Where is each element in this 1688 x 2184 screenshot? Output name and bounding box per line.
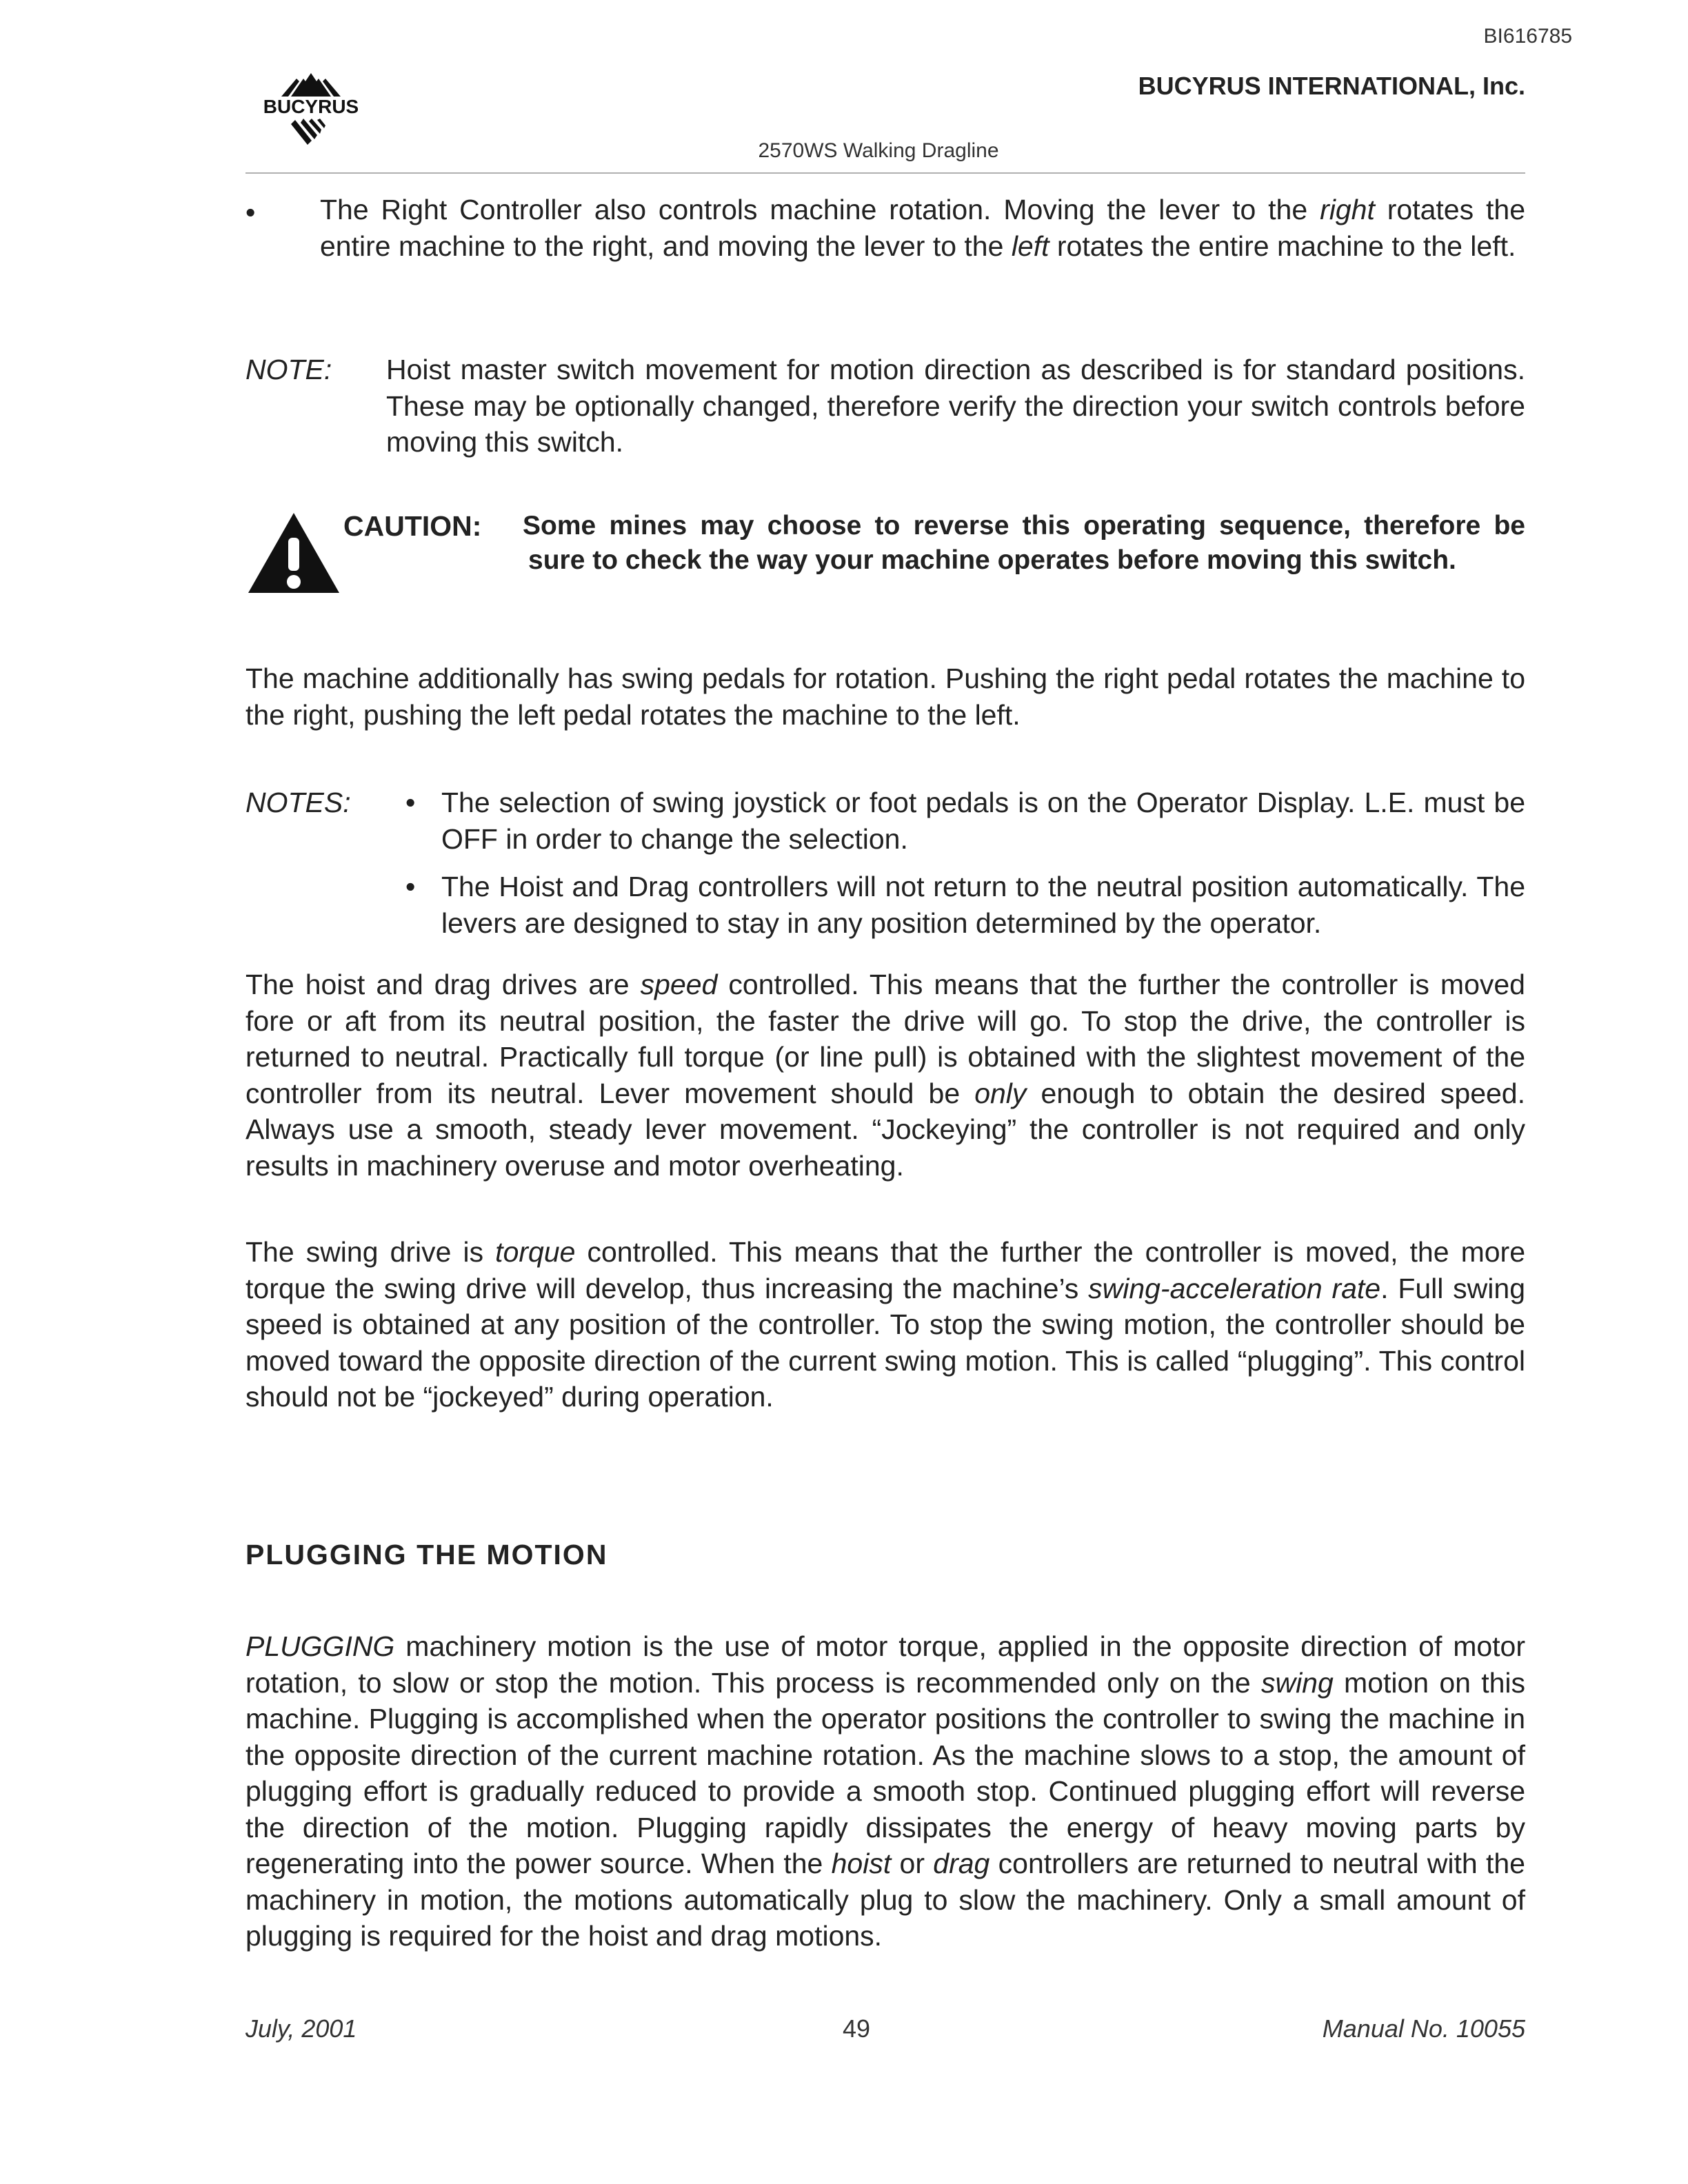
note-label: NOTE: xyxy=(245,354,332,385)
caution-text: Some mines may choose to reverse this operating sequence, therefore be sure to check the way your machine operates before moving this switch. xyxy=(523,511,1525,575)
page-number: 49 xyxy=(843,2014,871,2043)
swing-drive-paragraph: The swing drive is torque controlled. This means that the further the controller is moved, the more torque the swing drive will develop, thus increasing the machine’s swing-acceleration rate. Full swing speed is obtained at any position of the controller. To stop the swing motion, the controller should be moved toward the opposite direction of the current swing motion. This is called “plugging”. This control should not be “jockeyed” during operation. xyxy=(245,1236,1526,1413)
bullet-marker: • xyxy=(245,196,256,228)
header-divider xyxy=(245,172,1525,174)
notes-item: The selection of swing joystick or foot pedals is on the Operator Display. L.E. must be OFF in order to change the selection. xyxy=(441,787,1525,855)
document-subtitle: 2570WS Walking Dragline xyxy=(758,139,999,162)
caution-label: CAUTION: xyxy=(343,510,482,542)
company-name: BUCYRUS INTERNATIONAL, Inc. xyxy=(1138,72,1525,100)
hoist-drag-paragraph: The hoist and drag drives are speed controlled. This means that the further the controller is moved fore or aft from its neutral position, the faster the drive will go. To stop the drive, the controller is returned to neutral. Practically full torque (or line pull) is obtained with the slightest movement of the controller from its neutral. Lever movement should be only enough to obtain the desired speed. Always use a smooth, steady lever movement. “Jockeying” the controller is not required and only results in machinery overuse and motor overheating. xyxy=(245,969,1525,1182)
notes-label: NOTES: xyxy=(245,787,351,818)
footer-date: July, 2001 xyxy=(245,2014,357,2043)
svg-text:BUCYRUS: BUCYRUS xyxy=(263,96,359,117)
swing-pedals-paragraph: The machine additionally has swing pedals for rotation. Pushing the right pedal rotates the machine to the right, pushing the left pedal rotates the machine to the left. xyxy=(245,663,1525,731)
plugging-paragraph: PLUGGING machinery motion is the use of motor torque, applied in the opposite direction of motor rotation, to slow or stop the motion. This process is recommended only on the swing motion on this machine. Plugging is accomplished when the operator positions the controller to swing the machine in the opposite direction of the current machine rotation. As the machine slows to a stop, the amount of plugging effort is gradually reduced to provide a smooth stop. Continued plugging effort will reverse the direction of the motion. Plugging rapidly dissipates the energy of heavy moving parts by regenerating into the power source. When the hoist or drag controllers are returned to neutral with the machinery in motion, the motions automatically plug to slow the machinery. Only a small amount of plugging is required for the hoist and drag motions. xyxy=(245,1630,1525,1952)
note-text: Hoist master switch movement for motion direction as described is for standard positions. These may be optionally changed, therefore verify the direction your switch controls before moving this switch. xyxy=(386,354,1525,458)
right-controller-paragraph: The Right Controller also controls machine rotation. Moving the lever to the right rotates the entire machine to the right, and moving the lever to the left rotates the entire machine to the left. xyxy=(320,194,1525,262)
section-heading: PLUGGING THE MOTION xyxy=(245,1539,608,1570)
manual-number: Manual No. 10055 xyxy=(1322,2014,1525,2043)
document-id: BI616785 xyxy=(1483,25,1572,48)
notes-item: The Hoist and Drag controllers will not return to the neutral position automatically. The levers are designed to stay in any position determined by the operator. xyxy=(441,871,1525,939)
bullet-marker: • xyxy=(405,871,416,902)
bullet-marker: • xyxy=(405,787,416,818)
warning-icon xyxy=(245,510,342,596)
